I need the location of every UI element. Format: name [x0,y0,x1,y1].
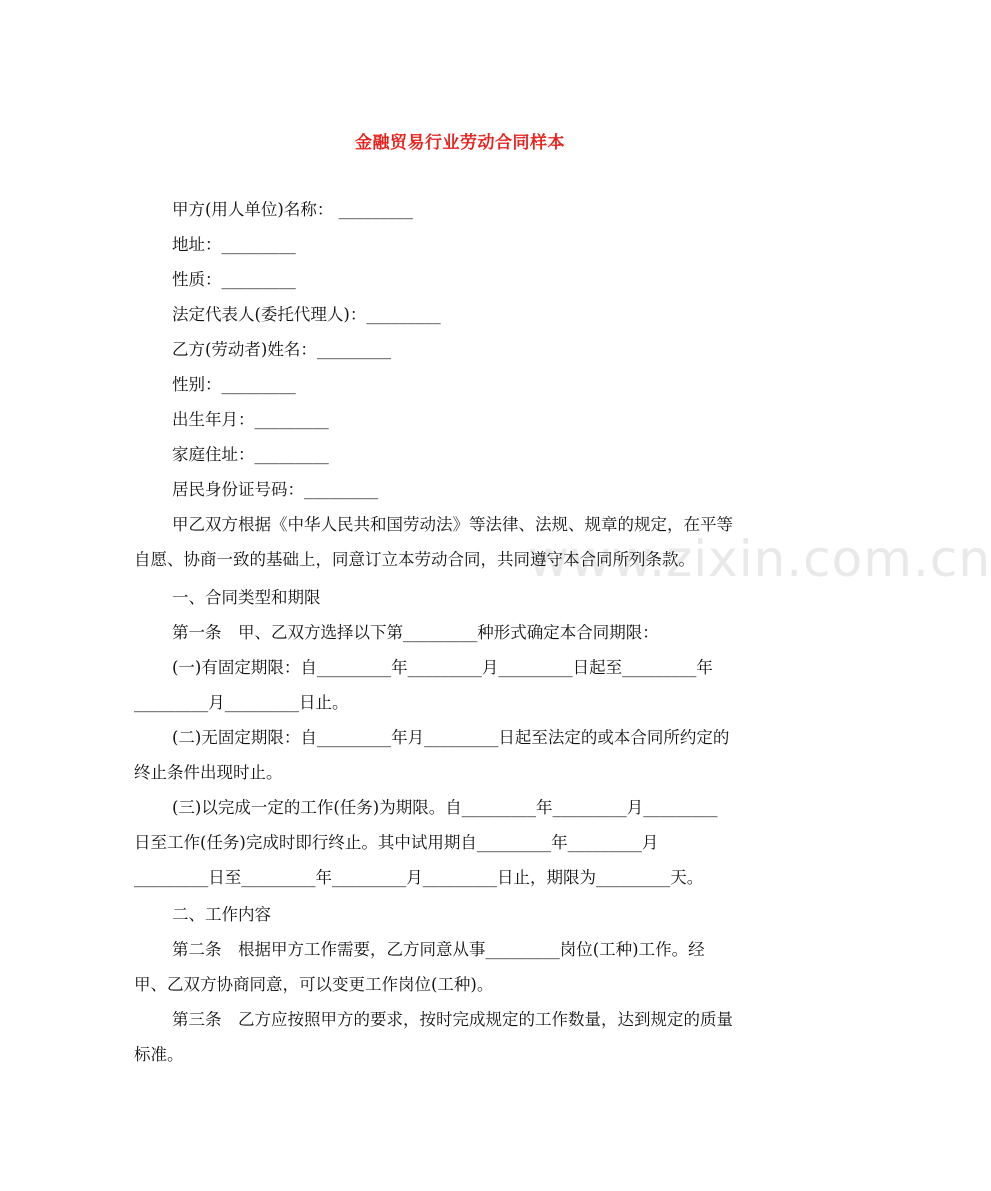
fixed-term-line-2: _________月_________日止。 [134,693,349,712]
document-title: 金融贸易行业劳动合同样本 [355,133,565,153]
preamble-line-2: 自愿、协商一致的基础上，同意订立本劳动合同，共同遵守本合同所列条款。 [134,550,695,569]
preamble-line-1: 甲乙双方根据《中华人民共和国劳动法》等法律、法规、规章的规定，在平等 [172,515,733,534]
party-a-name-line: 甲方(用人单位)名称： _________ [172,200,413,219]
watermark: www.zixin.com.cn [528,530,991,588]
article-3-line-1: 第三条 乙方应按照甲方的要求，按时完成规定的工作数量，达到规定的质量 [172,1010,733,1029]
birth-date-line: 出生年月：_________ [172,410,329,429]
task-term-line-3: _________日至_________年_________月_________日止，期限为_________天。 [134,868,704,887]
section-heading-contract-type: 一、合同类型和期限 [172,588,321,607]
fixed-term-line-1: (一)有固定期限：自_________年_________月_________日起至_________年 [172,658,713,677]
legal-representative-line: 法定代表人(委托代理人)：_________ [172,305,441,324]
party-a-address-line: 地址：_________ [172,235,296,254]
article-1-line: 第一条 甲、乙双方选择以下第_________种形式确定本合同期限： [172,623,659,642]
id-number-line: 居民身份证号码：_________ [172,480,379,499]
party-a-nature-line: 性质：_________ [172,270,296,289]
section-heading-work-content: 二、工作内容 [172,905,271,924]
open-term-line-2: 终止条件出现时止。 [134,763,283,782]
home-address-line: 家庭住址：_________ [172,445,329,464]
article-3-line-2: 标准。 [134,1045,184,1064]
gender-line: 性别：_________ [172,375,296,394]
party-b-name-line: 乙方(劳动者)姓名：_________ [172,340,392,359]
task-term-line-2: 日至工作(任务)完成时即行终止。其中试用期自_________年_________月 [134,833,659,852]
article-2-line-2: 甲、乙双方协商同意，可以变更工作岗位(工种)。 [134,975,494,994]
open-term-line-1: (二)无固定期限：自_________年月_________日起至法定的或本合同所约定的 [172,728,730,747]
article-2-line-1: 第二条 根据甲方工作需要，乙方同意从事_________岗位(工种)工作。经 [172,940,705,959]
task-term-line-1: (三)以完成一定的工作(任务)为期限。自_________年_________月_________ [172,798,718,817]
